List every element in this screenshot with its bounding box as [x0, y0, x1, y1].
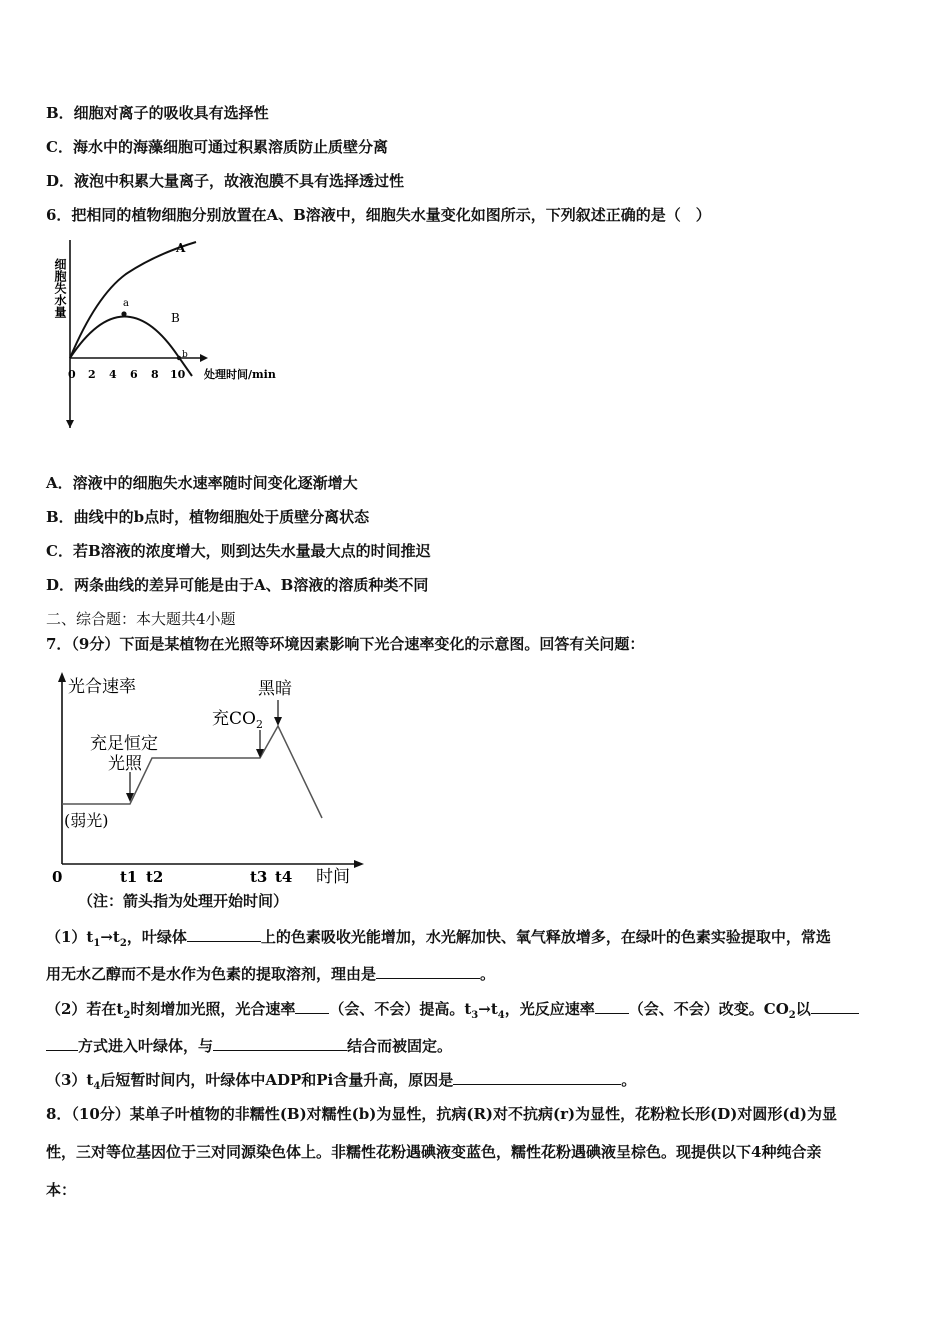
text: 结合而被固定。 — [347, 1037, 453, 1055]
text: （2）若在t — [46, 1000, 124, 1018]
point-b-dot — [177, 356, 181, 360]
sub: 2 — [788, 1010, 796, 1021]
x-tick-label: 0 — [68, 368, 76, 381]
q7-sub2-blank-2[interactable] — [595, 999, 629, 1014]
sub: 1 — [93, 938, 101, 949]
point-a-dot — [121, 311, 126, 316]
dark-arrow-icon — [274, 717, 282, 726]
x-axis-arrow-icon — [354, 860, 364, 868]
co2-label-sub: 2 — [255, 718, 263, 731]
y-axis-label: 细胞失水量 — [53, 258, 67, 318]
q7-sub3-blank[interactable] — [453, 1070, 621, 1085]
text: （会、不会）提高。t — [329, 1000, 472, 1018]
x-tick-label: 2 — [88, 368, 96, 381]
q6-water-loss-chart — [46, 236, 286, 432]
x-axis-label: 处理时间/min — [204, 368, 276, 381]
x-tick-label: t3 — [250, 868, 268, 886]
q7-sub1-line1 — [46, 927, 831, 954]
q5-option-d: D．液泡中积累大量离子，故液泡膜不具有选择透过性 — [46, 172, 405, 190]
sub: 3 — [471, 1010, 479, 1021]
q7-sub3-line — [46, 1070, 636, 1097]
section-heading: 二、综合题：本大题共4小题 — [46, 610, 236, 628]
q7-sub1-blank-2[interactable] — [376, 964, 480, 979]
text: 以 — [795, 1000, 811, 1018]
text: （会、不会）改变。CO — [628, 1000, 789, 1018]
sub: 2 — [123, 1010, 131, 1021]
q7-sub2-blank-3[interactable] — [811, 999, 859, 1014]
weak-light-label: (弱光) — [64, 811, 109, 830]
curve-a-label: A — [176, 241, 186, 255]
text: ，叶绿体 — [126, 928, 187, 946]
light-label-line1: 充足恒定 — [90, 734, 158, 754]
x-tick-label: 8 — [151, 368, 159, 381]
text: →t — [100, 928, 120, 946]
origin-label: 0 — [52, 868, 63, 886]
x-axis-arrow-icon — [200, 354, 208, 362]
sub: 2 — [119, 938, 127, 949]
point-b-label: b — [182, 350, 188, 360]
y-axis-label: 光合速率 — [68, 677, 136, 697]
q7-figure-note: （注：箭头指为处理开始时间） — [78, 892, 289, 910]
q7-sub1-num: （1）t — [46, 928, 94, 946]
point-a-label: a — [123, 298, 129, 309]
text: ，光反应速率 — [504, 1000, 595, 1018]
q7-photosynthesis-chart — [46, 668, 376, 894]
x-tick-label: t4 — [275, 868, 293, 886]
text: 上的色素吸收光能增加，水光解加快、氧气释放增多，在绿叶的色素实验提取中，常选 — [260, 928, 831, 946]
x-tick-label: 6 — [130, 368, 138, 381]
q7-stem: 7．（9分）下面是某植物在光照等环境因素影响下光合速率变化的示意图。回答有关问题： — [46, 635, 645, 653]
curve-a — [70, 242, 196, 358]
text: 时刻增加光照，光合速率 — [130, 1000, 296, 1018]
x-axis-label: 时间 — [316, 867, 350, 887]
text: （3）t — [46, 1071, 94, 1089]
q8-line3: 本： — [46, 1181, 77, 1199]
text: 。 — [621, 1071, 637, 1089]
light-label-line2: 光照 — [108, 754, 142, 774]
q7-sub1-blank-1[interactable] — [187, 927, 261, 942]
q8-line1: 8．（10分）某单子叶植物的非糯性(B)对糯性(b)为显性，抗病(R)对不抗病(r)为显性，花粉粒长形(D)对圆形(d)为显 — [46, 1105, 838, 1123]
q7-sub2-blank-4[interactable] — [213, 1036, 347, 1051]
text: →t — [478, 1000, 498, 1018]
y-axis-down-arrow-icon — [66, 420, 74, 428]
text: 方式进入叶绿体，与 — [78, 1037, 214, 1055]
text: 用无水乙醇而不是水作为色素的提取溶剂，理由是 — [46, 965, 377, 983]
q5-option-b: B．细胞对离子的吸收具有选择性 — [46, 104, 269, 122]
y-axis-arrow-icon — [58, 672, 66, 682]
q7-sub2-blank-1[interactable] — [295, 999, 329, 1014]
x-tick-label: t2 — [146, 868, 164, 886]
co2-label-text: 充CO — [212, 709, 256, 729]
q6-stem: 6．把相同的植物细胞分别放置在A、B溶液中，细胞失水量变化如图所示，下列叙述正确的是（ ） — [46, 206, 711, 224]
q7-sub2-line2 — [46, 1036, 452, 1056]
sub: 4 — [93, 1081, 101, 1092]
q5-option-c: C．海水中的海藻细胞可通过积累溶质防止质壁分离 — [46, 138, 388, 156]
q8-line2: 性，三对等位基因位于三对同源染色体上。非糯性花粉遇碘液变蓝色，糯性花粉遇碘液呈棕色。现提供以下4种纯合亲 — [46, 1143, 822, 1161]
x-tick-label: t1 — [120, 868, 138, 886]
q7-sub1-line2 — [46, 964, 495, 984]
q7-sub2-blank-3-cont[interactable] — [46, 1036, 78, 1051]
co2-label — [212, 709, 263, 731]
x-tick-label: 10 — [170, 368, 186, 381]
q6-option-a: A．溶液中的细胞失水速率随时间变化逐渐增大 — [46, 474, 358, 492]
q6-option-b: B．曲线中的b点时，植物细胞处于质壁分离状态 — [46, 508, 370, 526]
q7-sub2-line1 — [46, 999, 859, 1026]
x-tick-labels — [68, 368, 186, 381]
x-tick-label: 4 — [109, 368, 117, 381]
q6-option-c: C．若B溶液的浓度增大，则到达失水量最大点的时间推迟 — [46, 542, 431, 560]
text: 。 — [480, 965, 496, 983]
text: 后短暂时间内，叶绿体中ADP和Pi含量升高，原因是 — [100, 1071, 454, 1089]
curve-b-label: B — [171, 311, 180, 325]
dark-label: 黑暗 — [258, 679, 292, 699]
q6-option-d: D．两条曲线的差异可能是由于A、B溶液的溶质种类不同 — [46, 576, 429, 594]
sub: 4 — [497, 1010, 505, 1021]
